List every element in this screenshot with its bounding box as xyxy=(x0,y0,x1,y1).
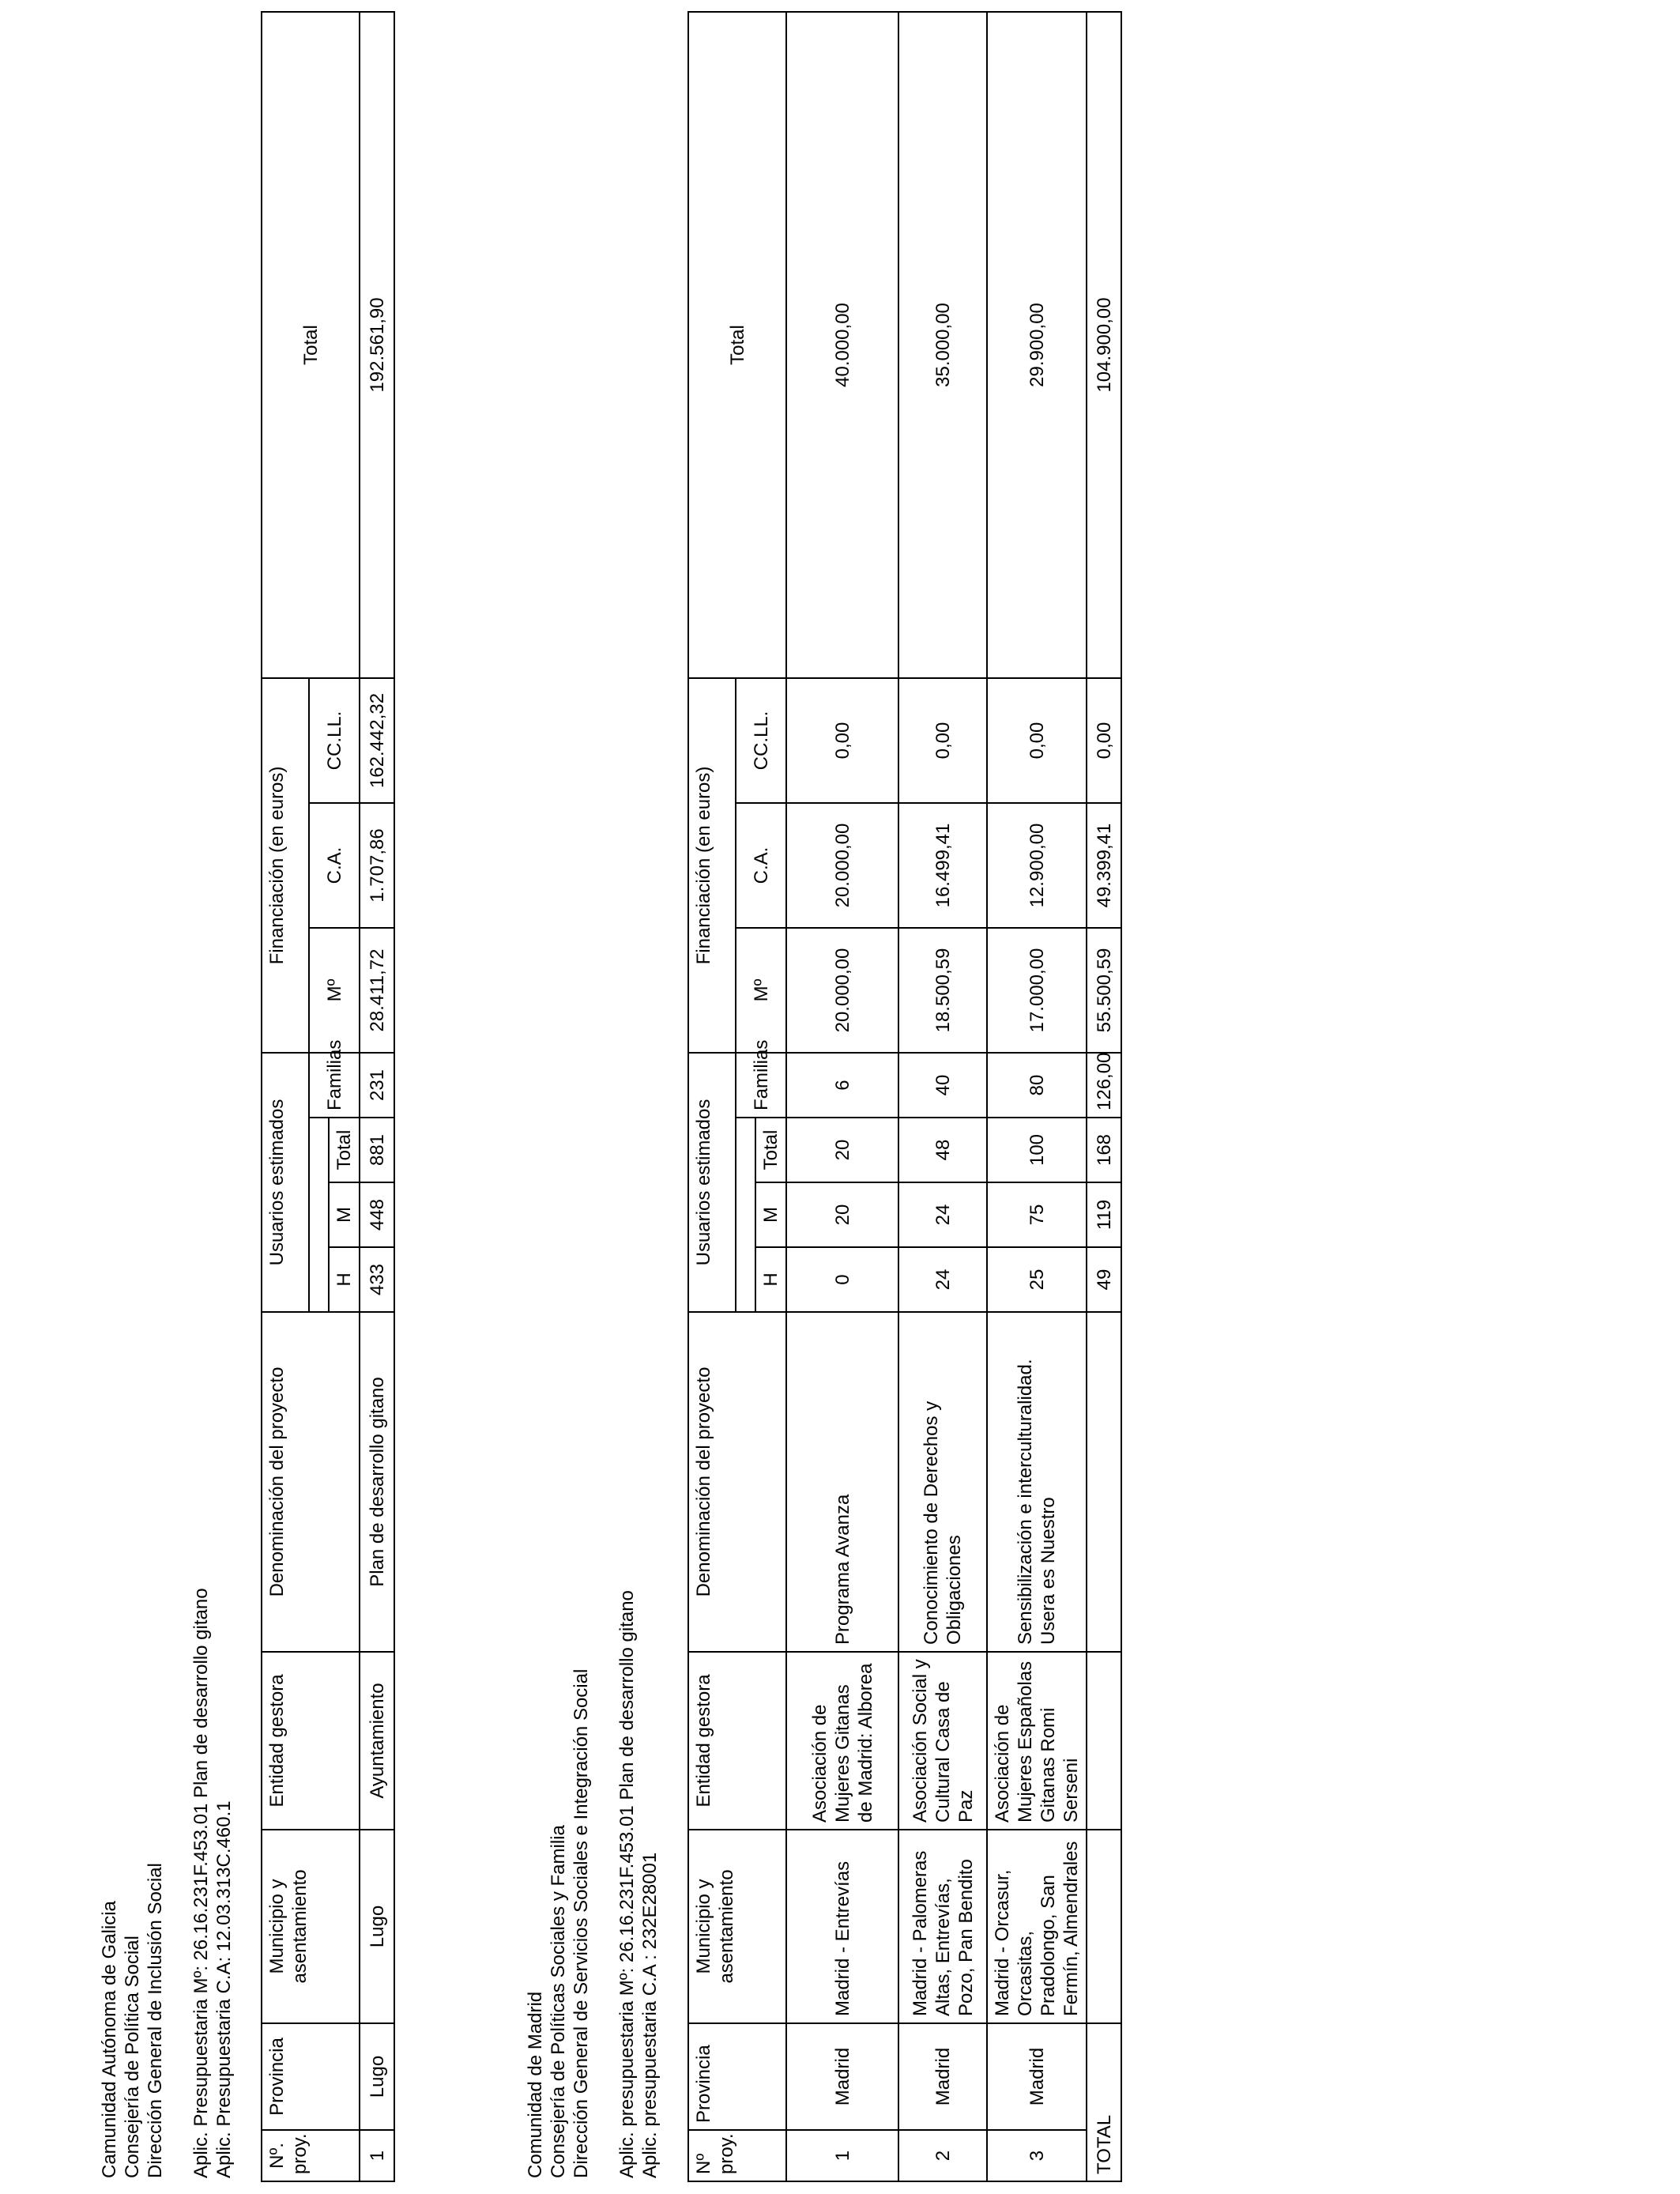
total-ca: 49.399,41 xyxy=(1087,803,1121,928)
col-header-municipio: Municipio y asentamiento xyxy=(688,1830,786,2023)
col-header-entidad: Entidad gestora xyxy=(262,1652,360,1830)
cell-familias: 6 xyxy=(786,1053,898,1118)
table-row xyxy=(898,12,987,2181)
cell-denominacion: Sensibilización e interculturalidad. Usera es Nuestro xyxy=(987,1312,1087,1652)
cell-mo: 28.411,72 xyxy=(360,928,394,1053)
col-header-ccll: CC.LL. xyxy=(309,678,360,803)
cell-total-usuarios: 20 xyxy=(786,1118,898,1182)
cell-municipio: Lugo xyxy=(360,1830,394,2023)
cell-num: 2 xyxy=(898,2130,987,2181)
cell-ca: 16.499,41 xyxy=(898,803,987,928)
cell-num: 1 xyxy=(786,2130,898,2181)
col-header-financiacion: Financiación (en euros) xyxy=(688,678,736,1053)
total-row xyxy=(1087,12,1121,2181)
empty-cell xyxy=(1087,1312,1121,1652)
cell-entidad: Asociación de Mujeres Españolas Gitanas Romi Serseni xyxy=(987,1652,1087,1830)
cell-provincia: Madrid xyxy=(786,2023,898,2130)
cell-provincia: Lugo xyxy=(360,2023,394,2130)
cell-provincia: Madrid xyxy=(898,2023,987,2130)
header-line: Dirección General de Inclusión Social xyxy=(145,1863,166,2178)
cell-familias: 231 xyxy=(360,1053,394,1118)
total-label: TOTAL xyxy=(1087,2023,1121,2181)
cell-m: 448 xyxy=(360,1182,394,1247)
cell-m: 75 xyxy=(987,1182,1087,1247)
cell-ccll: 0,00 xyxy=(898,678,987,803)
cell-ccll: 0,00 xyxy=(987,678,1087,803)
cell-total-usuarios: 881 xyxy=(360,1118,394,1182)
col-header-denominacion: Denominación del proyecto xyxy=(262,1312,360,1652)
aplic-line: Aplic. presupuestaria Mº: 26.16.231F.453.01 Plan de desarrollo gitano xyxy=(616,1590,638,2178)
cell-num: 3 xyxy=(987,2130,1087,2181)
header-line: Dirección General de Servicios Sociales e Integración Social xyxy=(571,1668,592,2178)
table-row xyxy=(360,12,394,2181)
cell-total-usuarios: 48 xyxy=(898,1118,987,1182)
cell-municipio: Madrid - Entrevías xyxy=(786,1830,898,2023)
cell-m: 24 xyxy=(898,1182,987,1247)
total-familias: 126,00 xyxy=(1087,1053,1121,1118)
cell-h: 0 xyxy=(786,1247,898,1312)
cell-municipio: Madrid - Orcasur, Orcasitas, Pradolongo, San Fermín, Almendrales xyxy=(987,1830,1087,2023)
madrid-table xyxy=(687,11,1122,2182)
col-header-num: Nº. proy. xyxy=(262,2130,360,2181)
cell-ccll: 0,00 xyxy=(786,678,898,803)
col-header-total-usuarios: Total xyxy=(329,1118,360,1182)
cell-total: 35.000,00 xyxy=(898,12,987,678)
col-header-familias: Familias xyxy=(736,1053,786,1118)
cell-mo: 17.000,00 xyxy=(987,928,1087,1053)
spacer-cell xyxy=(309,1118,329,1312)
col-header-total: Total xyxy=(688,12,786,678)
cell-denominacion: Plan de desarrollo gitano xyxy=(360,1312,394,1652)
total-total: 104.900,00 xyxy=(1087,12,1121,678)
col-header-mo: Mº xyxy=(309,928,360,1053)
col-header-ccll: CC.LL. xyxy=(736,678,786,803)
cell-total: 29.900,00 xyxy=(987,12,1087,678)
col-header-mo: Mº xyxy=(736,928,786,1053)
cell-ca: 1.707,86 xyxy=(360,803,394,928)
col-header-num: Nº proy. xyxy=(688,2130,786,2181)
cell-mo: 18.500,59 xyxy=(898,928,987,1053)
header-line: Comunidad de Madrid xyxy=(525,1991,546,2178)
madrid-header xyxy=(524,1590,661,2178)
col-header-total: Total xyxy=(262,12,360,678)
col-header-provincia: Provincia xyxy=(262,2023,360,2130)
header-line: Consejería de Política Social xyxy=(122,1936,143,2178)
total-ccll: 0,00 xyxy=(1087,678,1121,803)
total-m: 119 xyxy=(1087,1182,1121,1247)
cell-familias: 40 xyxy=(898,1053,987,1118)
cell-mo: 20.000,00 xyxy=(786,928,898,1053)
cell-total: 40.000,00 xyxy=(786,12,898,678)
cell-entidad: Ayuntamiento xyxy=(360,1652,394,1830)
cell-familias: 80 xyxy=(987,1053,1087,1118)
cell-entidad: Asociación de Mujeres Gitanas de Madrid: Alborea xyxy=(786,1652,898,1830)
cell-entidad: Asociación Social y Cultural Casa de Paz xyxy=(898,1652,987,1830)
aplic-line: Aplic. presupuestaria C.A : 232E28001 xyxy=(639,1852,661,2178)
col-header-h: H xyxy=(755,1247,786,1312)
col-header-denominacion: Denominación del proyecto xyxy=(688,1312,786,1652)
cell-h: 25 xyxy=(987,1247,1087,1312)
cell-num: 1 xyxy=(360,2130,394,2181)
col-header-entidad: Entidad gestora xyxy=(688,1652,786,1830)
total-mo: 55.500,59 xyxy=(1087,928,1121,1053)
cell-municipio: Madrid - Palomeras Altas, Entrevías, Pozo, Pan Bendito xyxy=(898,1830,987,2023)
cell-h: 433 xyxy=(360,1247,394,1312)
cell-denominacion: Programa Avanza xyxy=(786,1312,898,1652)
total-h: 49 xyxy=(1087,1247,1121,1312)
col-header-h: H xyxy=(329,1247,360,1312)
cell-total: 192.561,90 xyxy=(360,12,394,678)
galicia-header xyxy=(98,1588,235,2178)
cell-provincia: Madrid xyxy=(987,2023,1087,2130)
galicia-table xyxy=(261,11,395,2182)
cell-h: 24 xyxy=(898,1247,987,1312)
spacer-cell xyxy=(736,1118,755,1312)
col-header-usuarios: Usuarios estimados xyxy=(688,1053,736,1312)
cell-ca: 20.000,00 xyxy=(786,803,898,928)
col-header-ca: C.A. xyxy=(309,803,360,928)
empty-cell xyxy=(1087,1830,1121,2023)
empty-cell xyxy=(1087,1652,1121,1830)
header-line: Consejería de Políticas Sociales y Familia xyxy=(548,1825,569,2178)
cell-ccll: 162.442,32 xyxy=(360,678,394,803)
table-row xyxy=(786,12,898,2181)
col-header-m: M xyxy=(329,1182,360,1247)
cell-total-usuarios: 100 xyxy=(987,1118,1087,1182)
col-header-municipio: Municipio y asentamiento xyxy=(262,1830,360,2023)
total-usuarios: 168 xyxy=(1087,1118,1121,1182)
table-row xyxy=(987,12,1087,2181)
col-header-provincia: Provincia xyxy=(688,2023,786,2130)
col-header-total-usuarios: Total xyxy=(755,1118,786,1182)
col-header-usuarios: Usuarios estimados xyxy=(262,1053,309,1312)
header-line: Camunidad Autónoma de Galicia xyxy=(99,1901,120,2178)
cell-ca: 12.900,00 xyxy=(987,803,1087,928)
cell-denominacion: Conocimiento de Derechos y Obligaciones xyxy=(898,1312,987,1652)
aplic-line: Aplic. Presupuestaria Mº: 26.16.231F.453.01 Plan de desarrollo gitano xyxy=(190,1588,212,2178)
col-header-ca: C.A. xyxy=(736,803,786,928)
cell-m: 20 xyxy=(786,1182,898,1247)
col-header-financiacion: Financiación (en euros) xyxy=(262,678,309,1053)
col-header-familias: Familias xyxy=(309,1053,360,1118)
aplic-line: Aplic. Presupuestaria C.A: 12.03.313C.460.1 xyxy=(213,1800,235,2178)
col-header-m: M xyxy=(755,1182,786,1247)
